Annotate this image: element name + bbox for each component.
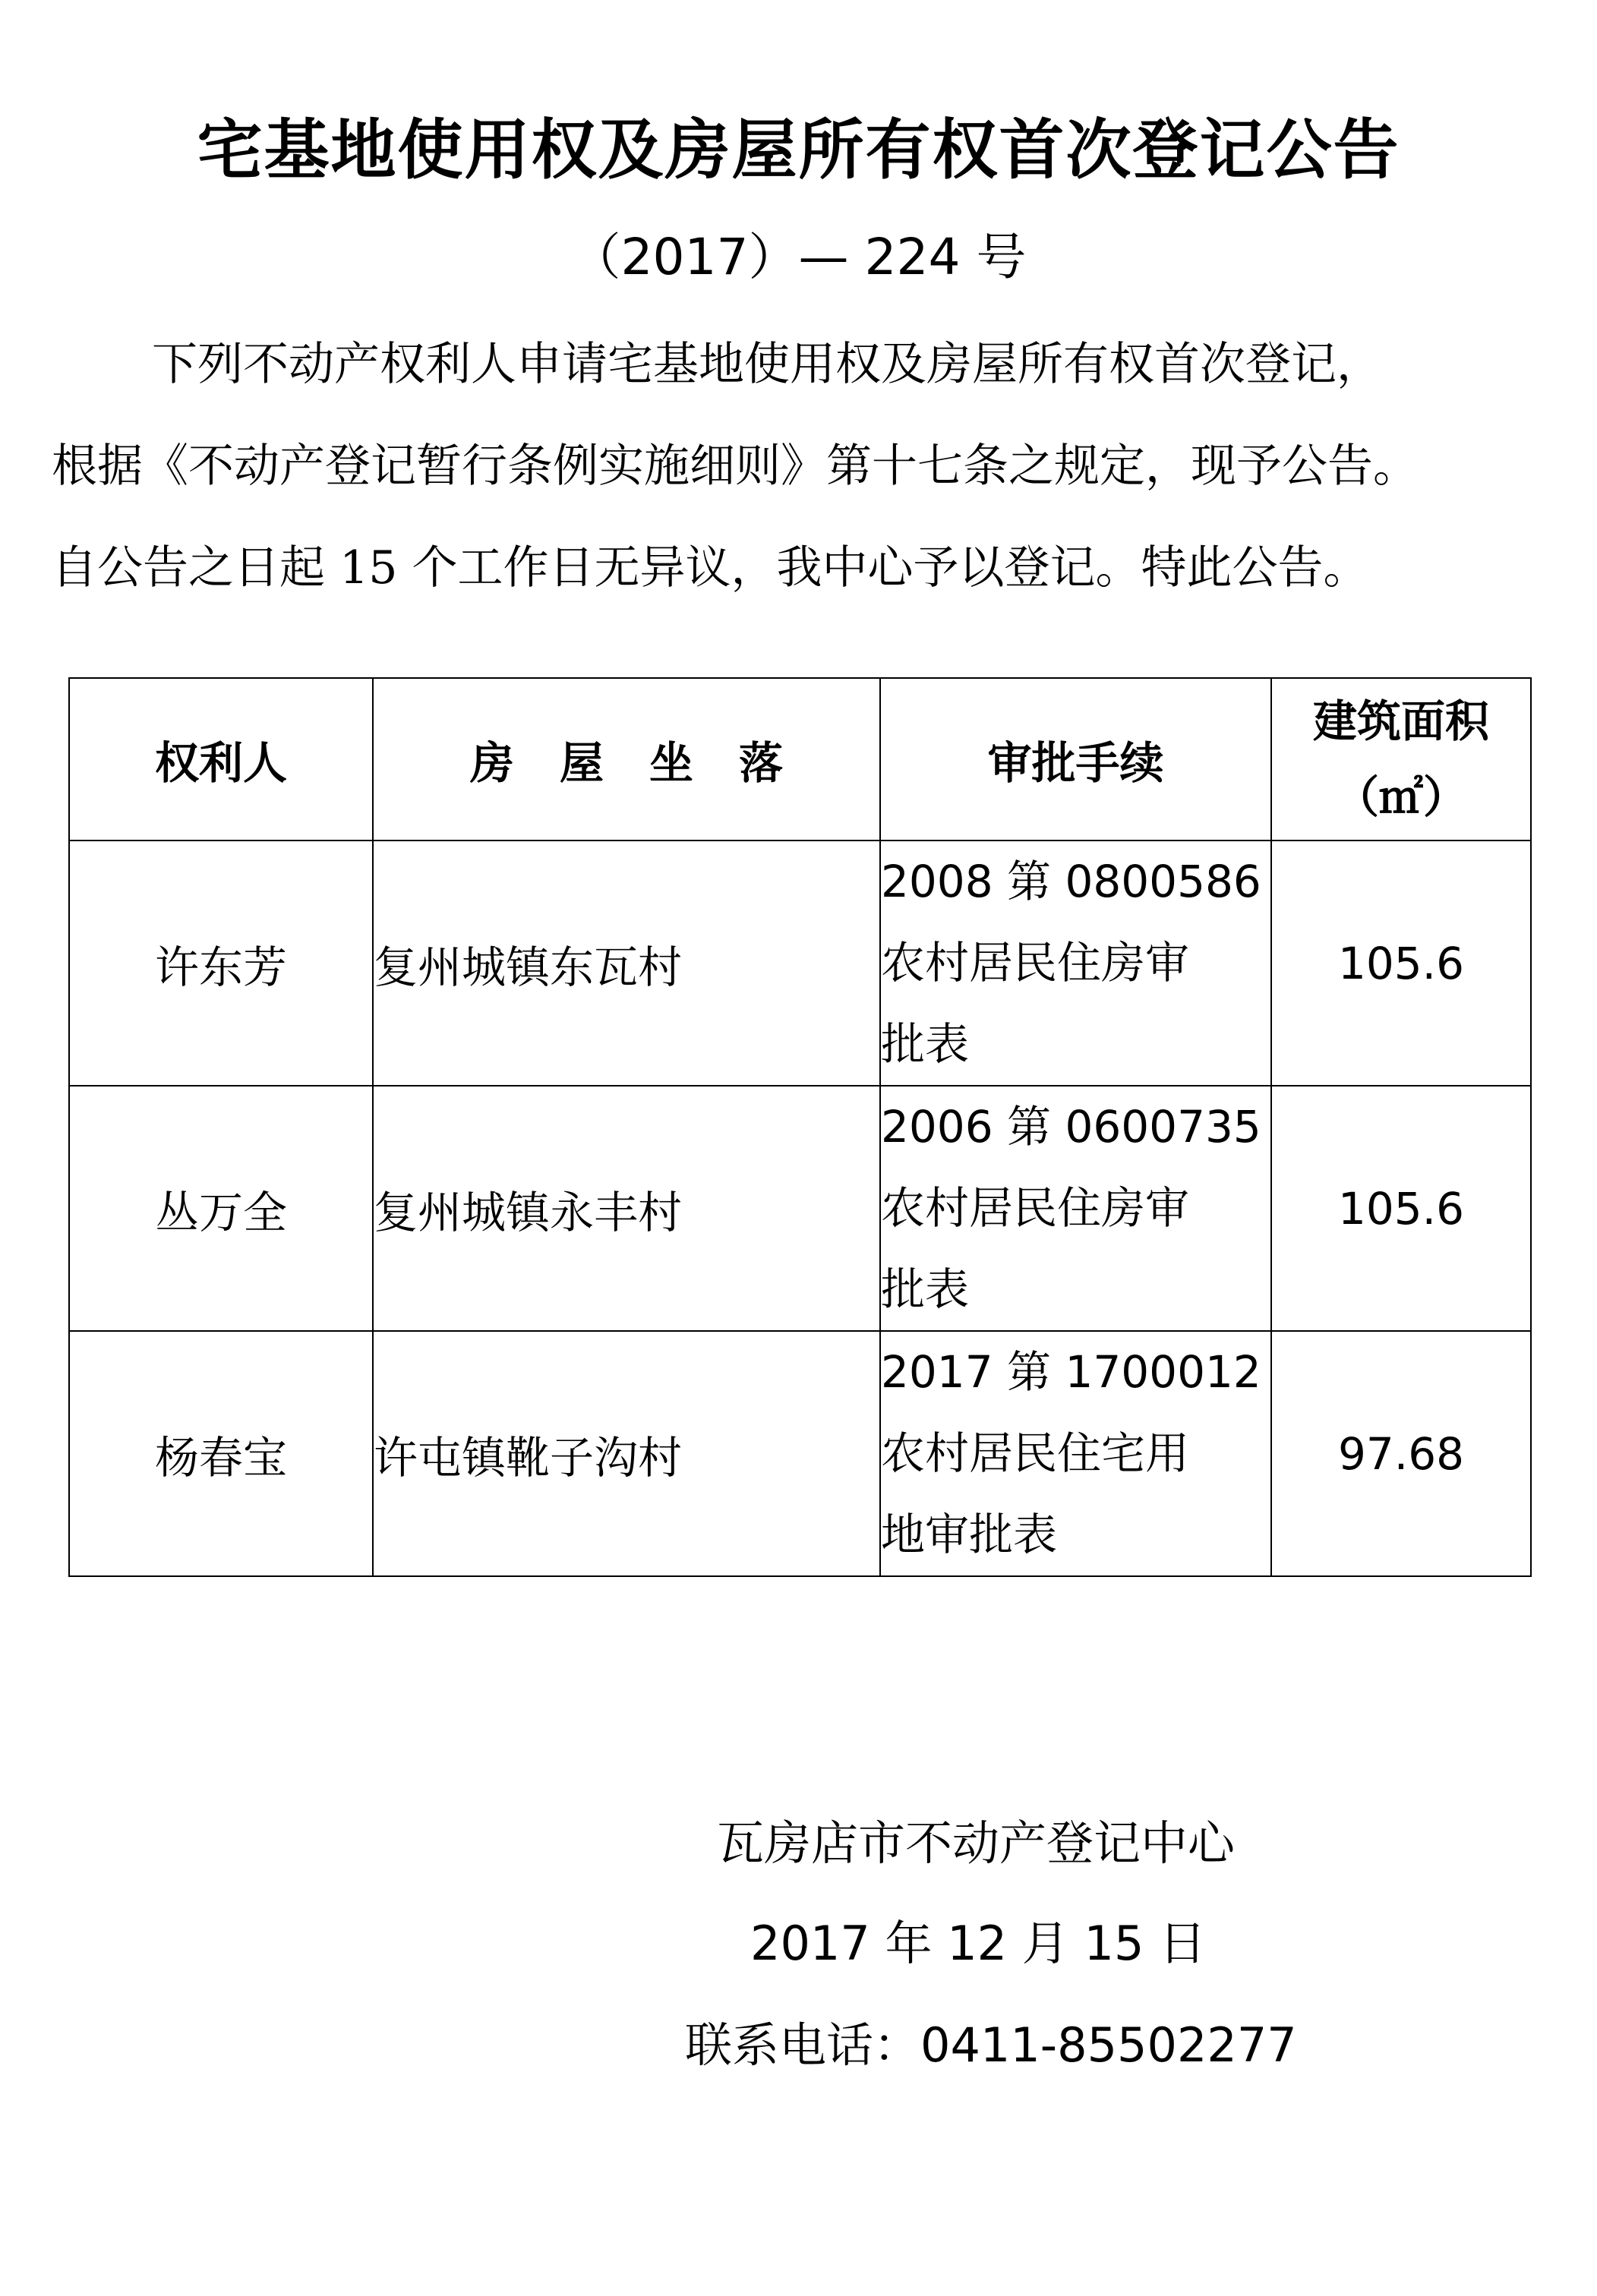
header-owner: 权利人 xyxy=(69,678,373,840)
approval-line: 农村居民住房审 xyxy=(881,1182,1190,1234)
contact-phone: 联系电话：0411-85502277 xyxy=(685,2017,1297,2073)
approval-line: 2017 第 1700012 xyxy=(881,1346,1261,1398)
approval-line: 批表 xyxy=(881,1263,970,1315)
intro-line-1: 下列不动产权利人申请宅基地使用权及房屋所有权首次登记， xyxy=(152,338,1382,391)
cell-location: 复州城镇东瓦村 xyxy=(373,840,880,1086)
cell-owner: 许东芳 xyxy=(69,840,373,1086)
approval-line: 2006 第 0600735 xyxy=(881,1101,1261,1153)
cell-area: 105.6 xyxy=(1271,840,1531,1086)
table-row xyxy=(69,840,1531,1086)
document-number: （2017）— 224 号 xyxy=(570,228,1027,286)
issuing-organization: 瓦房店市不动产登记中心 xyxy=(717,1815,1236,1871)
header-area xyxy=(1271,678,1531,840)
cell-owner: 丛万全 xyxy=(69,1086,373,1331)
cell-location: 复州城镇永丰村 xyxy=(373,1086,880,1331)
approval-line: 农村居民住房审 xyxy=(881,937,1190,989)
cell-location: 许屯镇靴子沟村 xyxy=(373,1331,880,1576)
header-approval: 审批手续 xyxy=(880,678,1271,840)
header-location xyxy=(373,678,880,840)
cell-owner: 杨春宝 xyxy=(69,1331,373,1576)
approval-line: 2008 第 0800586 xyxy=(881,856,1261,907)
header-area-label: 建筑面积 xyxy=(1312,695,1489,747)
cell-area: 97.68 xyxy=(1271,1331,1531,1576)
table-row xyxy=(69,1086,1531,1331)
intro-line-2: 根据《不动产登记暂行条例实施细则》第十七条之规定，现予公告。 xyxy=(52,440,1419,493)
cell-area: 105.6 xyxy=(1271,1086,1531,1331)
intro-line-3: 自公告之日起 15 个工作日无异议，我中心予以登记。特此公告。 xyxy=(52,541,1369,594)
cell-approval xyxy=(880,1331,1271,1576)
cell-approval xyxy=(880,840,1271,1086)
approval-line: 批表 xyxy=(881,1018,970,1070)
table-row xyxy=(69,1331,1531,1576)
issue-date: 2017 年 12 月 15 日 xyxy=(750,1916,1207,1971)
header-area-unit: （㎡） xyxy=(1334,771,1467,823)
approval-line: 地审批表 xyxy=(881,1509,1058,1560)
notice-title: 宅基地使用权及房屋所有权首次登记公告 xyxy=(197,112,1400,188)
header-location-label: 房屋坐落 xyxy=(469,737,828,789)
table-header-row xyxy=(69,678,1531,840)
registration-table xyxy=(68,677,1532,1577)
approval-line: 农村居民住宅用 xyxy=(881,1427,1190,1479)
cell-approval xyxy=(880,1086,1271,1331)
